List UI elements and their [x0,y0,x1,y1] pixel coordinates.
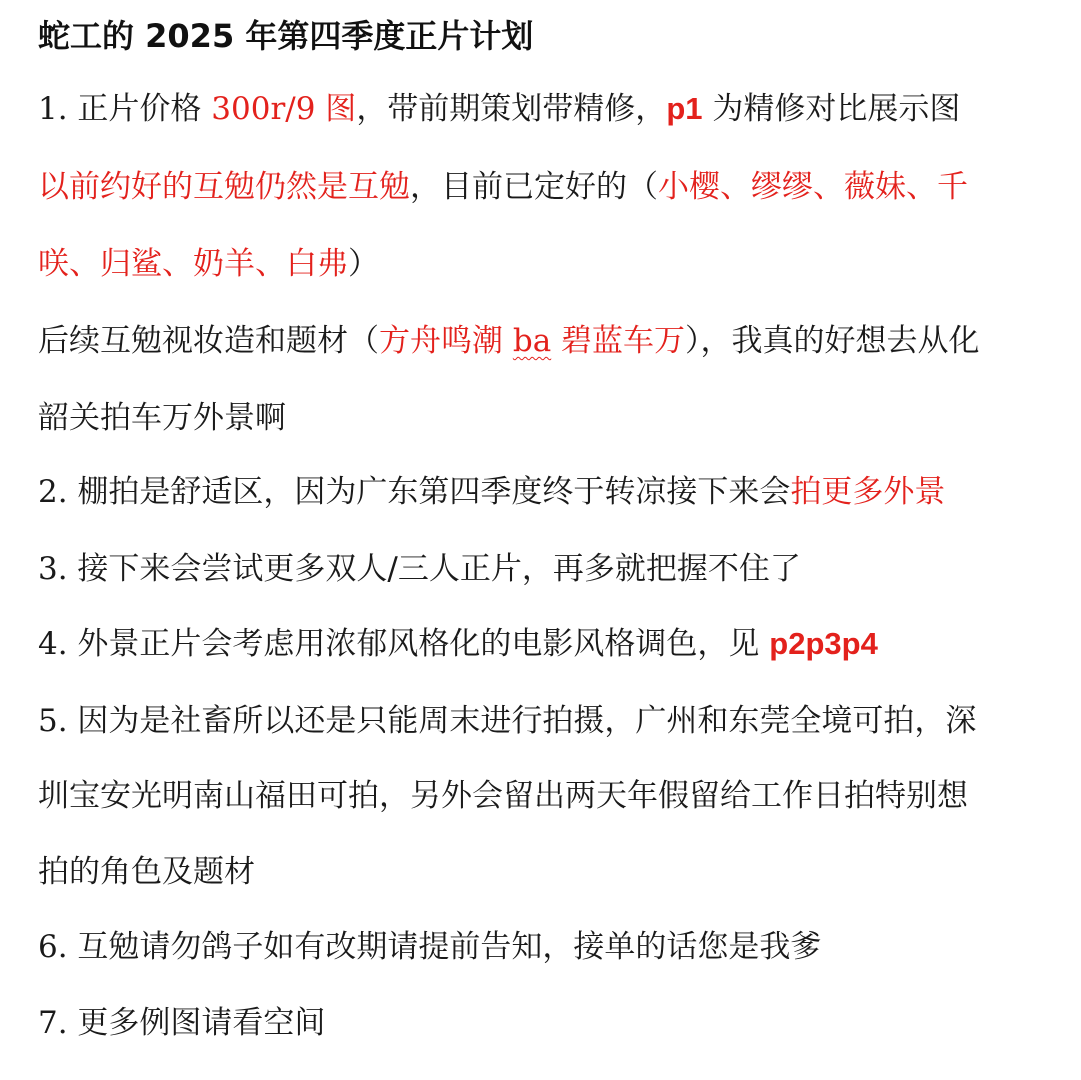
item-7-line [38,1001,325,1045]
themes-ba: ba [512,323,552,359]
page-title: 蛇工的 2025 年第四季度正片计划 [38,17,534,55]
item-1-cont-line-3 [38,319,980,363]
item-5-text-a: 因为是社畜所以还是只能周末进行拍摄，广州和东莞全境可拍，深 [67,703,977,739]
item-3-line [38,547,801,591]
item-5-line-3 [38,850,255,894]
item-1-number: 1. [38,91,68,127]
item-6-text: 互勉请勿鸽子如有改期请提前告知，接单的话您是我爹 [67,929,822,965]
item-3-number: 3. [38,551,68,587]
item-4-number: 4. [38,626,68,662]
item-4-text: 外景正片会考虑用浓郁风格化的电影风格调色，见 [67,626,770,662]
item-1-cont-line-1 [38,165,968,209]
item-4-line [38,622,878,666]
item-5-text-c: 拍的角色及题材 [38,854,255,890]
item-6-number: 6. [38,929,68,965]
item-6-line [38,925,821,969]
mutual-note: 以前约好的互勉仍然是互勉 [38,169,410,205]
item-1-text-c: 为精修对比展示图 [702,91,961,127]
themes-a: 方舟鸣潮 [379,323,513,359]
item-1-cont-text-e: 韶关拍车万外景啊 [38,400,286,436]
item-5-line-1 [38,699,976,743]
item-1-cont-text-b: ） [348,246,379,282]
item-2-line [38,470,945,514]
item-2-highlight: 拍更多外景 [790,474,946,510]
item-1-text-b: ，带前期策划带精修， [356,91,667,127]
item-1-text-a: 正片价格 [67,91,212,127]
item-1-cont-text-c: 后续互勉视妆造和题材（ [38,323,379,359]
item-1-cont-text-d: ），我真的好想去从化 [685,323,980,359]
item-1-price: 300r/9 图 [211,91,357,127]
item-1-p1-ref: p1 [666,91,703,126]
item-2-text: 棚拍是舒适区，因为广东第四季度终于转凉接下来会 [67,474,791,510]
item-4-ref: p2p3p4 [769,626,878,661]
item-1-cont-line-4 [38,396,286,440]
item-1-cont-text-a: ，目前已定好的（ [410,169,658,205]
item-1-cont-line-2 [38,242,379,286]
themes-b: 碧蓝车万 [551,323,686,359]
booked-names-b: 咲、归鲨、奶羊、白弗 [38,246,348,282]
item-5-number: 5. [38,703,68,739]
item-3-text: 接下来会尝试更多双人/三人正片，再多就把握不住了 [67,551,801,587]
booked-names-a: 小樱、缪缪、薇妹、千 [658,169,968,205]
item-5-line-2 [38,774,968,818]
item-1-line [38,87,960,131]
item-7-number: 7. [38,1005,68,1041]
item-7-text: 更多例图请看空间 [67,1005,326,1041]
item-5-text-b: 圳宝安光明南山福田可拍，另外会留出两天年假留给工作日拍特别想 [38,778,968,814]
item-2-number: 2. [38,474,68,510]
